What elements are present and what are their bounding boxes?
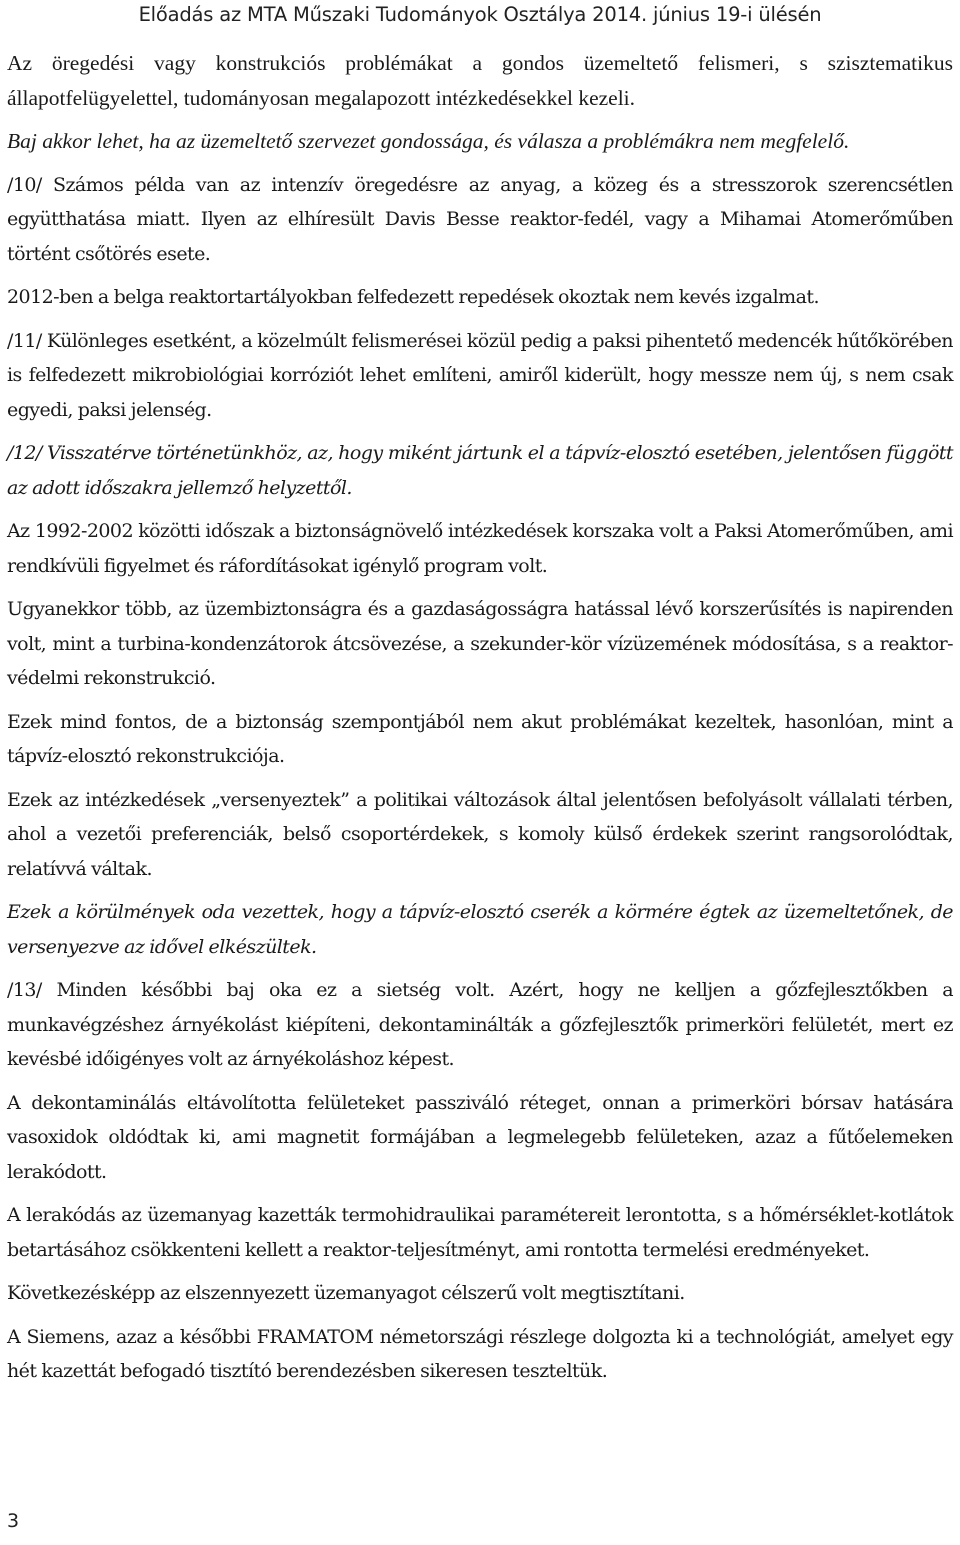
paragraph-7: Az 1992-2002 közötti időszak a biztonságnövelő intézkedések korszaka volt a Paksi Atomerőműben, ami rendkívüli figyelmet és ráfordításokat igénylő program volt.	[7, 520, 953, 577]
page-header: Előadás az MTA Műszaki Tudományok Osztálya 2014. június 19-i ülésén	[138, 3, 822, 26]
paragraph-10: Ezek az intézkedések „versenyeztek” a politikai változások által jelentősen befolyásolt vállalati térben, ahol a vezetői preferenciák, belső csoportérdekek, s komoly külső érdekek szerint rangsorolódtak, relatívvá váltak.	[7, 788, 953, 880]
paragraph-2: Baj akkor lehet, ha az üzemeltető szervezet gondossága, és válasza a problémákra nem megfelelő.	[7, 129, 850, 153]
paragraph-16: A Siemens, azaz a későbbi FRAMATOM németországi részlege dolgozta ki a technológiát, amelyet egy hét kazettát befogadó tisztító berendezésben sikeresen teszteltük.	[7, 1325, 953, 1382]
paragraph-9: Ezek mind fontos, de a biztonság szempontjából nem akut problémákat kezeltek, hasonlóan, mint a tápvíz-elosztó rekonstrukciója.	[7, 710, 953, 767]
paragraph-12: /13/ Minden későbbi baj oka ez a sietség volt. Azért, hogy ne kelljen a gőzfejlesztőkben a munkavégzéshez árnyékolást kiépíteni, dekontaminálták a gőzfejlesztők primerköri felületét, mert ez kevésbé időigényes volt az árnyékoláshoz képest.	[7, 979, 953, 1070]
paragraph-6: /12/ Visszatérve történetünkhöz, az, hogy miként jártunk el a tápvíz-elosztó esetében, jelentősen függött az adott időszakra jellemző helyzettől.	[7, 442, 953, 499]
paragraph-8: Ugyanekkor több, az üzembiztonságra és a gazdaságosságra hatással lévő korszerűsítés is napirenden volt, mint a turbina-kondenzátorok átcsövezése, a szekunder-kör vízüzemének módosítása, s a reaktor-védelmi rekonstrukció.	[7, 598, 953, 689]
paragraph-1: Az öregedési vagy konstrukciós problémákat a gondos üzemeltető felismeri, s szisztematikus állapotfelügyelettel, tudományosan megalapozott intézkedésekkel kezeli.	[7, 51, 953, 110]
paragraph-14: A lerakódás az üzemanyag kazetták termohidraulikai paramétereit lerontotta, s a hőmérséklet-kotlátok betartásához csökkenteni kellett a reaktor-teljesítményt, ami rontotta termelési eredményeket.	[7, 1204, 953, 1261]
paragraph-13: A dekontaminálás eltávolította felületeket passziváló réteget, onnan a primerköri bórsav hatására vasoxidok oldódtak ki, ami magnetit formájában a legmelegebb felületeken, azaz a fűtőelemeken lerakódott.	[7, 1091, 953, 1183]
paragraph-15: Következésképp az elszennyezett üzemanyagot célszerű volt megtisztítani.	[7, 1282, 685, 1304]
paragraph-5: /11/ Különleges esetként, a közelmúlt felismerései közül pedig a paksi pihentető medencék hűtőkörében is felfedezett mikrobiológiai korróziót lehet említeni, amiről kiderült, hogy messze nem új, s nem csak egyedi, paksi jelenség.	[7, 329, 953, 421]
page-number: 3	[7, 1510, 20, 1532]
paragraph-4: 2012-ben a belga reaktortartályokban felfedezett repedések okoztak nem kevés izgalmat.	[7, 286, 819, 308]
paragraph-11: Ezek a körülmények oda vezettek, hogy a tápvíz-elosztó cserék a körmére égtek az üzemeltetőnek, de versenyezve az idővel elkészültek.	[7, 901, 953, 958]
paragraph-3: /10/ Számos példa van az intenzív öregedésre az anyag, a közeg és a stresszorok szerencsétlen együtthatása miatt. Ilyen az elhíresült Davis Besse reaktor-fedél, vagy a Mihamai Atomerőműben történt csőtörés esete.	[7, 173, 953, 265]
document-body	[7, 46, 953, 1398]
